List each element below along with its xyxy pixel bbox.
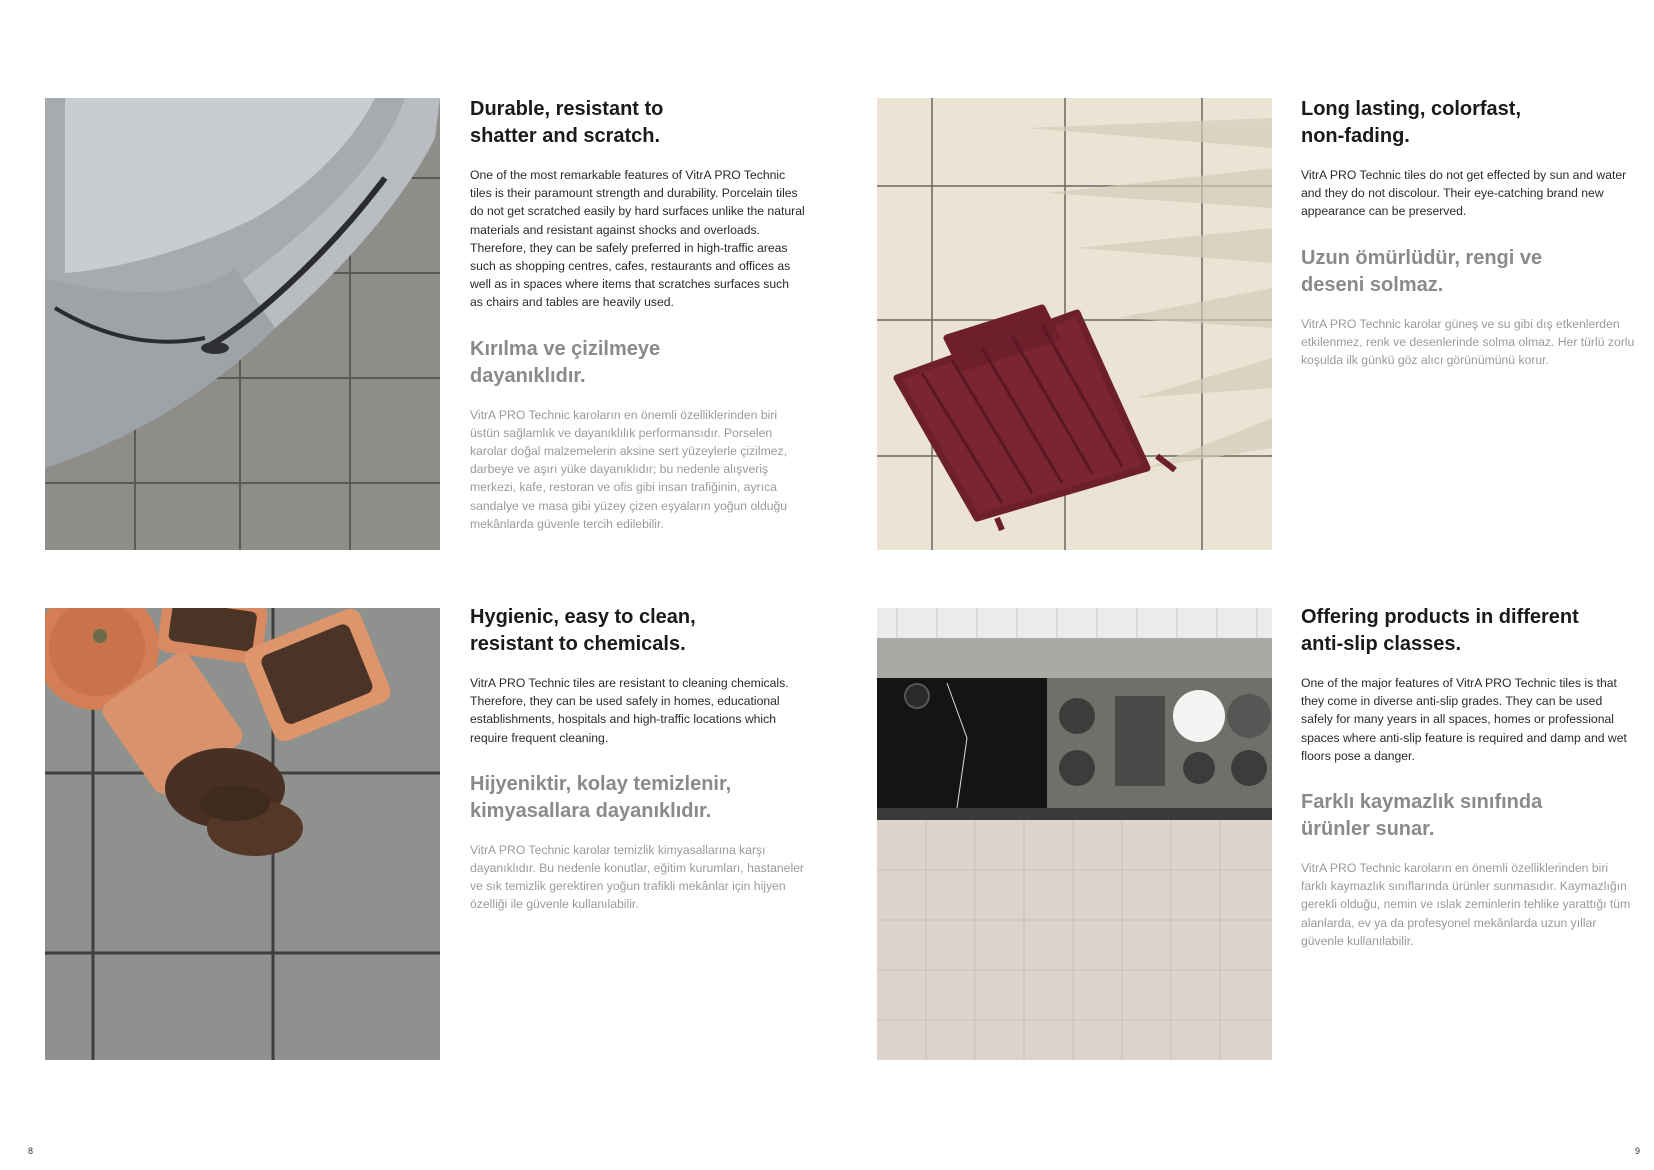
heading-durable-tr: Kırılma ve çizilmeye dayanıklıdır. [470, 337, 661, 387]
heading-long-lasting-en: Long lasting, colorfast, non-fading. [1301, 98, 1522, 147]
body-long-lasting-tr: VitrA PRO Technic karolar güneş ve su gibi dış etkenlerden etkilenmez, renk ve desenlerinde solma olmaz. Her türlü zorlu koşulda ilk günkü göz alıcı görünümünü korur. [1301, 316, 1635, 368]
pots-on-gray-tiles-image [45, 608, 440, 1060]
heading-anti-slip-tr: Farklı kaymazlık sınıfında ürünler sunar. [1301, 791, 1543, 841]
kitchen-terrazzo-floor-image [877, 608, 1272, 1060]
body-long-lasting-en: VitrA PRO Technic tiles do not get effected by sun and water and they do not discolour. Their eye-catching brand new appearance can be preserved. [1301, 168, 1627, 219]
body-hygienic-tr: VitrA PRO Technic karolar temizlik kimyasallarına karşı dayanıklıdır. Bu nedenle konutlar, eğitim kurumları, hastaneler ve sık temizlik gerektiren yoğun trafikli mekânlar için hijyen özelliği ile güvenle kullanılabilir. [470, 842, 804, 912]
body-durable-en: One of the most remarkable features of VitrA PRO Technic tiles is their paramount strength and durability. Porcelain tiles do not get scratched easily by hard surfaces unlike the natural materials and resistant against shocks and overloads. Therefore, they can be safely preferred in high-traffic areas such as shopping centres, cafes, restaurants and offices as well as in spaces where items that scratches surfaces such as chairs and tables are heavily used. [470, 168, 805, 310]
page-number-right: 9 [1634, 1146, 1640, 1156]
body-durable-tr: VitrA PRO Technic karoların en önemli özelliklerinden biri üstün sağlamlık ve dayanıklılık performansıdır. Porselen karolar doğal malzemelerin aksine sert yüzeylerle çizilmez, darbeye ve aşırı yüke dayanıklıdır; bu nedenle alışveriş merkezi, kafe, restoran ve ofis gibi insan trafiğinin, ayrıca sandalye ve masa gibi yüzey çizen eşyaların yoğun olduğu mekânlarda güvenle tercih edilebilir. [470, 407, 788, 531]
feature-block-long-lasting [1301, 96, 1636, 369]
feature-block-anti-slip [1301, 604, 1636, 950]
page-number-left: 8 [28, 1146, 34, 1156]
right-page [827, 0, 1654, 1170]
car-on-gray-tiles-image [45, 98, 440, 550]
heading-long-lasting-tr: Uzun ömürlüdür, rengi ve deseni solmaz. [1301, 246, 1543, 296]
feature-block-hygienic [470, 604, 805, 914]
heading-hygienic-tr: Hijyeniktir, kolay temizlenir, kimyasallara dayanıklıdır. [470, 772, 732, 822]
body-anti-slip-tr: VitrA PRO Technic karoların en önemli özelliklerinden biri farklı kaymazlık sınıflarında ürünler sunmasıdır. Kaymazlığın gerekli olduğu, nemin ve ıslak zeminlerin tehlike yarattığı tüm alanlarda, ev ya da profesyonel mekânlarda uzun yıllar güvenle kullanılabilir. [1301, 861, 1631, 948]
heading-durable-en: Durable, resistant to shatter and scratch. [470, 98, 664, 147]
chair-on-cream-tiles-image [877, 98, 1272, 550]
heading-anti-slip-en: Offering products in different anti-slip classes. [1301, 606, 1579, 655]
heading-hygienic-en: Hygienic, easy to clean, resistant to chemicals. [470, 606, 696, 655]
feature-block-durable [470, 96, 805, 533]
body-hygienic-en: VitrA PRO Technic tiles are resistant to cleaning chemicals. Therefore, they can be used safely in homes, educational establishments, hospitals and high-traffic locations which require frequent cleaning. [470, 676, 789, 745]
body-anti-slip-en: One of the major features of VitrA PRO Technic tiles is that they come in diverse anti-slip grades. They can be used safely for many years in all spaces, homes or professional spaces where anti-slip feature is required and damp and wet floors pose a danger. [1301, 676, 1627, 763]
